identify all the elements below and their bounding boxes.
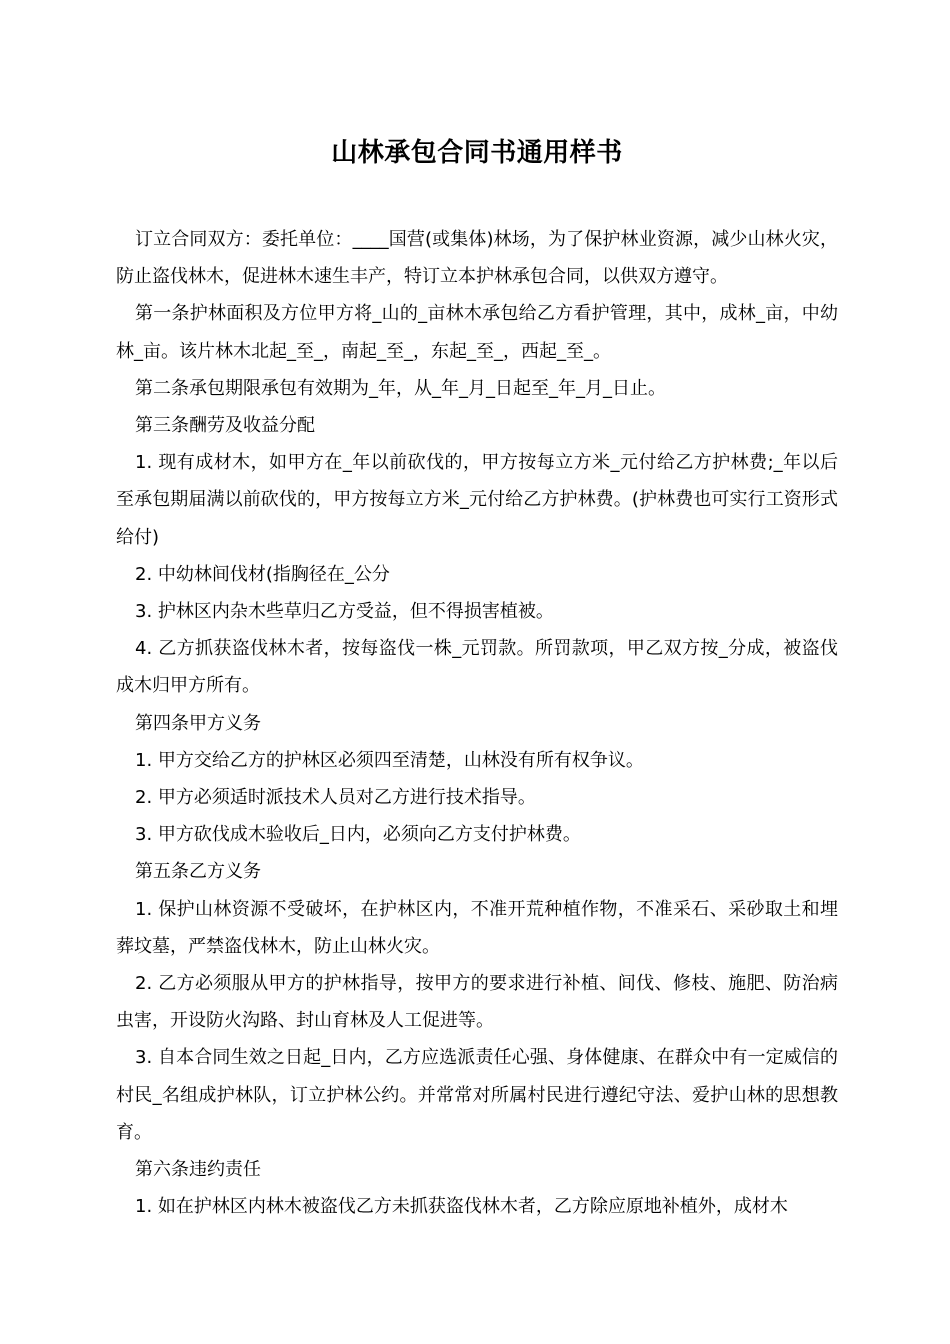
paragraph-article-4-item-3: 3. 甲方砍伐成木验收后_日内，必须向乙方支付护林费。	[135, 824, 581, 846]
paragraph-article-6-item-1: 1. 如在护林区内林木被盗伐乙方未抓获盗伐林木者，乙方除应原地补植外，成材木	[135, 1196, 788, 1218]
paragraph-article-3-item-3: 3. 护林区内杂木些草归乙方受益，但不得损害植被。	[135, 601, 554, 623]
document-body	[116, 221, 838, 1225]
paragraph-article-3-heading: 第三条酬劳及收益分配	[135, 415, 315, 437]
paragraph-article-3-item-1: 1. 现有成材木，如甲方在_年以前砍伐的，甲方按每立方米_元付给乙方护林费;_年以后至承包期届满以前砍伐的，甲方按每立方米_元付给乙方护林费。(护林费也可实行工资形式给付)	[116, 452, 838, 548]
paragraph-article-3-item-2: 2. 中幼林间伐材(指胸径在_公分	[135, 563, 390, 585]
paragraph-article-4-item-2: 2. 甲方必须适时派技术人员对乙方进行技术指导。	[135, 787, 536, 809]
paragraph-article-5-item-3: 3. 自本合同生效之日起_日内，乙方应选派责任心强、身体健康、在群众中有一定威信的村民_名组成护林队，订立护林公约。并常常对所属村民进行遵纪守法、爱护山林的思想教育。	[116, 1047, 838, 1143]
paragraph-article-4-item-1: 1. 甲方交给乙方的护林区必须四至清楚，山林没有所有权争议。	[135, 749, 644, 771]
paragraph-parties: 订立合同双方：委托单位：____国营(或集体)林场，为了保护林业资源，减少山林火灾，防止盗伐林木，促进林木速生丰产，特订立本护林承包合同，以供双方遵守。	[116, 229, 838, 288]
paragraph-article-5-item-1: 1. 保护山林资源不受破坏，在护林区内，不准开荒种植作物，不准采石、采砂取土和埋葬坟墓，严禁盗伐林木，防止山林火灾。	[116, 898, 838, 957]
paragraph-article-5-item-2: 2. 乙方必须服从甲方的护林指导，按甲方的要求进行补植、间伐、修枝、施肥、防治病虫害，开设防火沟路、封山育林及人工促进等。	[116, 973, 838, 1032]
paragraph-article-6-heading: 第六条违约责任	[135, 1159, 261, 1181]
paragraph-article-5-heading: 第五条乙方义务	[135, 861, 261, 883]
paragraph-article-1: 第一条护林面积及方位甲方将_山的_亩林木承包给乙方看护管理，其中，成林_亩，中幼林_亩。该片林木北起_至_，南起_至_，东起_至_，西起_至_。	[116, 303, 838, 362]
paragraph-article-4-heading: 第四条甲方义务	[135, 712, 261, 734]
document-title: 山林承包合同书通用样书	[331, 138, 623, 168]
paragraph-article-3-item-4: 4. 乙方抓获盗伐林木者，按每盗伐一株_元罚款。所罚款项，甲乙双方按_分成，被盗伐成木归甲方所有。	[116, 638, 838, 697]
paragraph-article-2: 第二条承包期限承包有效期为_年，从_年_月_日起至_年_月_日止。	[135, 377, 666, 399]
